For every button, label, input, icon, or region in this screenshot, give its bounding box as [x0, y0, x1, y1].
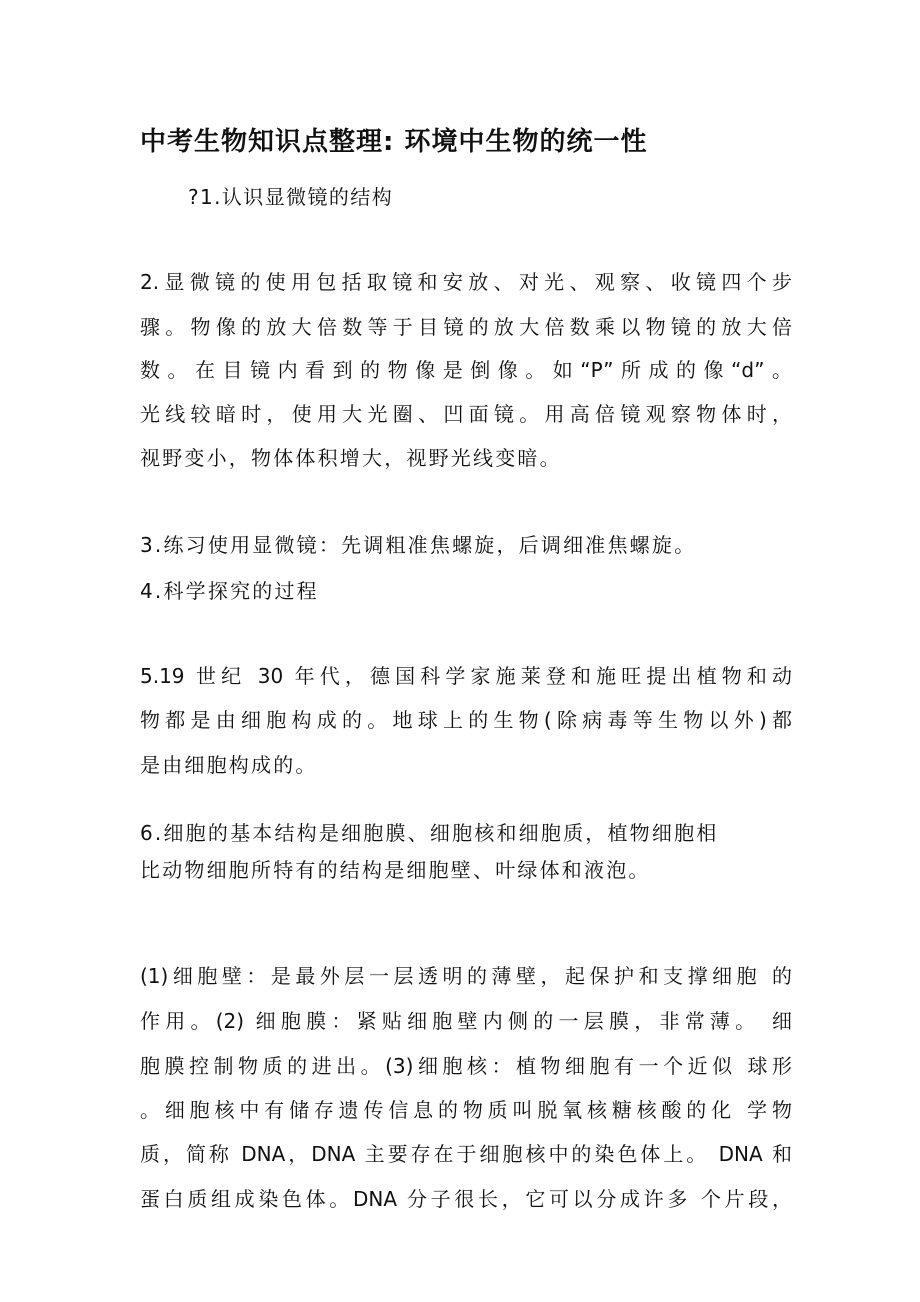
item-4-text: 4.科学探究的过程: [140, 579, 319, 603]
paragraph-7-line-6: 蛋白质组成染色体。DNA 分子很长，它可以分成许多 个片段，: [140, 1187, 792, 1211]
paragraph-5-line-1: 5.19 世纪 30 年代，德国科学家施莱登和施旺提出植物和动: [140, 664, 792, 688]
paragraph-7-line-1: (1)细胞壁：是最外层一层透明的薄壁，起保护和支撑细胞 的: [140, 964, 792, 988]
paragraph-5-line-2: 物都是由细胞构成的。地球上的生物(除病毒等生物以外)都: [140, 708, 792, 732]
paragraph-7-line-2: 作用。(2) 细胞膜：紧贴细胞壁内侧的一层膜，非常薄。 细: [140, 1009, 792, 1033]
paragraph-6-line-2: 比动物细胞所特有的结构是细胞壁、叶绿体和液泡。: [140, 858, 651, 882]
paragraph-2-line-4: 光线较暗时，使用大光圈、凹面镜。用高倍镜观察物体时，: [140, 402, 792, 426]
item-1-text: ?1.认识显微镜的结构: [188, 185, 394, 209]
paragraph-5-line-3: 是由细胞构成的。: [140, 753, 318, 777]
paragraph-2-line-5: 视野变小，物体体积增大，视野光线变暗。: [140, 446, 562, 470]
item-3-text: 3.练习使用显微镜：先调粗准焦螺旋，后调细准焦螺旋。: [140, 533, 697, 557]
paragraph-7-line-4: 。细胞核中有储存遗传信息的物质叫脱氧核糖核酸的化 学物: [140, 1098, 792, 1122]
document-title: 中考生物知识点整理: 环境中生物的统一性: [140, 127, 648, 157]
paragraph-2-line-1: 2.显微镜的使用包括取镜和安放、对光、观察、收镜四个步: [140, 270, 792, 294]
paragraph-2-line-3: 数。在目镜内看到的物像是倒像。如“P”所成的像“d”。: [140, 358, 792, 382]
paragraph-7-line-3: 胞膜控制物质的进出。(3)细胞核：植物细胞有一个近似 球形: [140, 1054, 792, 1078]
paragraph-2-line-2: 骤。物像的放大倍数等于目镜的放大倍数乘以物镜的放大倍: [140, 315, 792, 339]
paragraph-7-line-5: 质，简称 DNA，DNA 主要存在于细胞核中的染色体上。 DNA 和: [140, 1142, 792, 1166]
paragraph-6-line-1: 6.细胞的基本结构是细胞膜、细胞核和细胞质，植物细胞相: [140, 821, 719, 845]
